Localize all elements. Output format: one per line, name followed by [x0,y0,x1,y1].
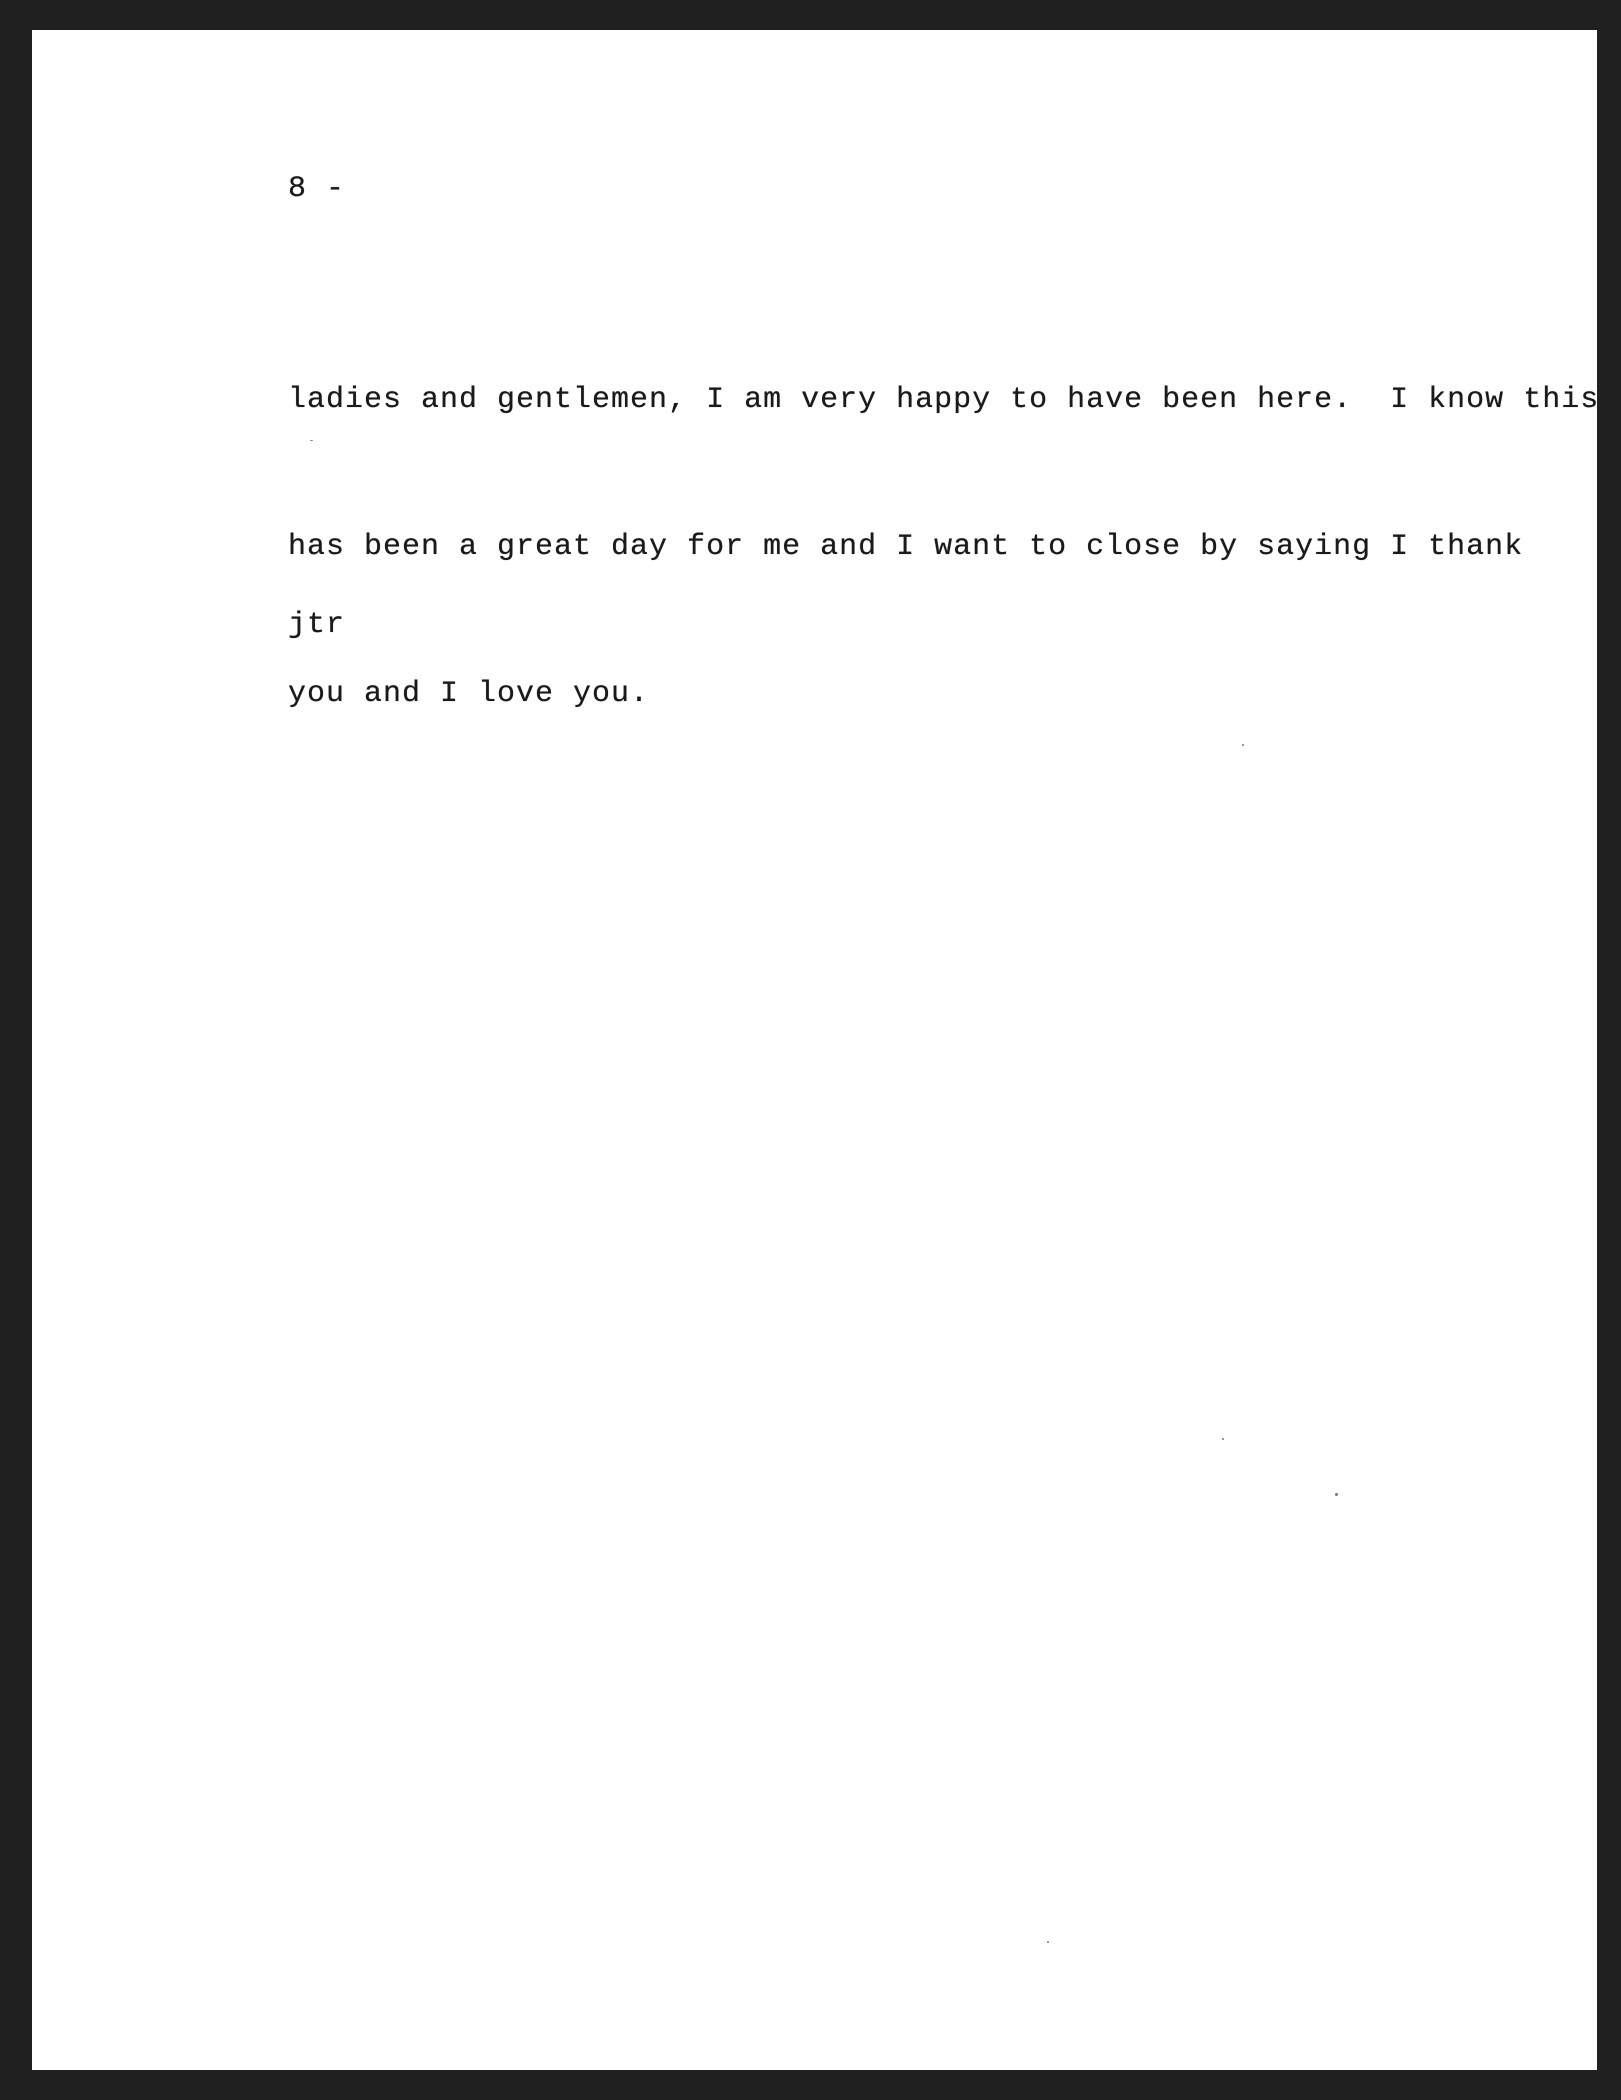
scan-speck [310,440,313,441]
paper-page [32,30,1600,2070]
body-line: you and I love you. [288,677,650,711]
scan-speck [1047,1941,1049,1943]
body-paragraph [288,278,1599,817]
body-line: ladies and gentlemen, I am very happy to have been here. I know this [288,383,1600,417]
scan-speck [1242,744,1244,746]
typist-initials: jtr [288,608,346,642]
page-number: 8 - [288,172,346,206]
body-line: has been a great day for me and I want to close by saying I thank [288,530,1524,564]
scan-speck [1335,1493,1338,1496]
scan-speck [1222,1438,1224,1440]
